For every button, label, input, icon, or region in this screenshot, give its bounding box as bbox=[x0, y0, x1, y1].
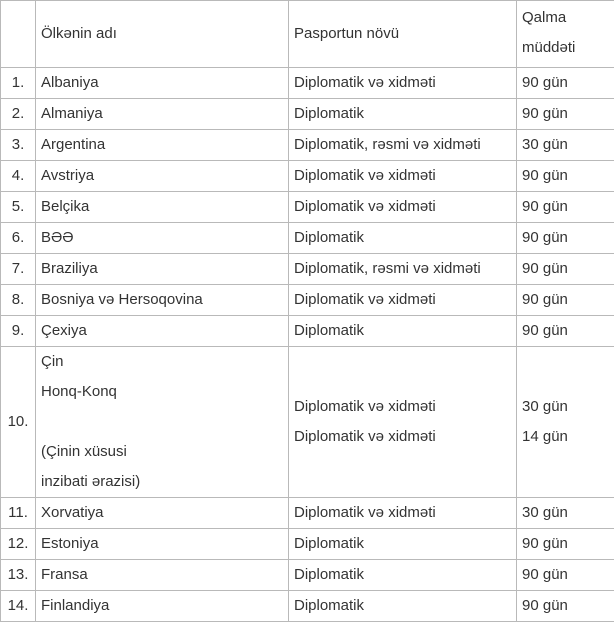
table-row bbox=[1, 223, 614, 254]
stay-cell-multi bbox=[517, 347, 614, 498]
country-cell: Xorvatiya bbox=[36, 498, 289, 529]
row-number: 2. bbox=[1, 99, 36, 130]
passport-line: Diplomatik və xidməti bbox=[294, 422, 511, 452]
country-line: Çin bbox=[41, 347, 283, 377]
country-cell: Finlandiya bbox=[36, 591, 289, 622]
row-number: 14. bbox=[1, 591, 36, 622]
country-cell: Estoniya bbox=[36, 529, 289, 560]
stay-cell: 90 gün bbox=[517, 529, 614, 560]
country-cell: Almaniya bbox=[36, 99, 289, 130]
passport-cell: Diplomatik və xidməti bbox=[289, 192, 517, 223]
header-country: Ölkənin adı bbox=[36, 1, 289, 68]
table-row bbox=[1, 560, 614, 591]
passport-line: Diplomatik və xidməti bbox=[294, 392, 511, 422]
stay-cell: 30 gün bbox=[517, 498, 614, 529]
header-stay-line2: müddəti bbox=[522, 33, 609, 63]
country-cell: Belçika bbox=[36, 192, 289, 223]
row-number: 4. bbox=[1, 161, 36, 192]
stay-cell: 90 gün bbox=[517, 560, 614, 591]
passport-cell: Diplomatik və xidməti bbox=[289, 285, 517, 316]
table-row-multi bbox=[1, 347, 614, 498]
stay-cell: 90 gün bbox=[517, 591, 614, 622]
passport-cell: Diplomatik və xidməti bbox=[289, 161, 517, 192]
row-number: 13. bbox=[1, 560, 36, 591]
passport-cell: Diplomatik bbox=[289, 223, 517, 254]
blank-line bbox=[41, 407, 283, 437]
stay-line: 30 gün bbox=[522, 392, 609, 422]
row-number: 6. bbox=[1, 223, 36, 254]
country-cell: Braziliya bbox=[36, 254, 289, 285]
row-number: 8. bbox=[1, 285, 36, 316]
table-row bbox=[1, 99, 614, 130]
country-cell: BƏƏ bbox=[36, 223, 289, 254]
passport-cell: Diplomatik bbox=[289, 99, 517, 130]
stay-cell: 30 gün bbox=[517, 130, 614, 161]
table-header-row bbox=[1, 1, 614, 68]
header-passport: Pasportun növü bbox=[289, 1, 517, 68]
passport-cell: Diplomatik, rəsmi və xidməti bbox=[289, 254, 517, 285]
passport-cell: Diplomatik və xidməti bbox=[289, 68, 517, 99]
country-line: Honq-Konq bbox=[41, 377, 283, 407]
header-stay bbox=[517, 1, 614, 68]
header-stay-line1: Qalma bbox=[522, 3, 609, 33]
table-row bbox=[1, 192, 614, 223]
table-row bbox=[1, 130, 614, 161]
row-number: 1. bbox=[1, 68, 36, 99]
country-cell: Argentina bbox=[36, 130, 289, 161]
country-cell: Avstriya bbox=[36, 161, 289, 192]
table-row bbox=[1, 316, 614, 347]
row-number: 7. bbox=[1, 254, 36, 285]
passport-cell: Diplomatik və xidməti bbox=[289, 498, 517, 529]
passport-cell: Diplomatik, rəsmi və xidməti bbox=[289, 130, 517, 161]
table-row bbox=[1, 68, 614, 99]
stay-cell: 90 gün bbox=[517, 99, 614, 130]
row-number: 11. bbox=[1, 498, 36, 529]
header-number bbox=[1, 1, 36, 68]
stay-cell: 90 gün bbox=[517, 68, 614, 99]
passport-cell: Diplomatik bbox=[289, 591, 517, 622]
stay-line: 14 gün bbox=[522, 422, 609, 452]
stay-cell: 90 gün bbox=[517, 316, 614, 347]
row-number: 10. bbox=[1, 347, 36, 498]
country-cell: Fransa bbox=[36, 560, 289, 591]
passport-cell: Diplomatik bbox=[289, 529, 517, 560]
country-cell: Albaniya bbox=[36, 68, 289, 99]
stay-cell: 90 gün bbox=[517, 254, 614, 285]
table-row bbox=[1, 498, 614, 529]
passport-cell: Diplomatik bbox=[289, 316, 517, 347]
table-row bbox=[1, 591, 614, 622]
row-number: 3. bbox=[1, 130, 36, 161]
row-number: 9. bbox=[1, 316, 36, 347]
table-row bbox=[1, 254, 614, 285]
row-number: 5. bbox=[1, 192, 36, 223]
country-line: (Çinin xüsusi bbox=[41, 437, 283, 467]
country-cell: Çexiya bbox=[36, 316, 289, 347]
passport-cell-multi bbox=[289, 347, 517, 498]
country-cell: Bosniya və Hersoqovina bbox=[36, 285, 289, 316]
passport-cell: Diplomatik bbox=[289, 560, 517, 591]
stay-cell: 90 gün bbox=[517, 223, 614, 254]
table-row bbox=[1, 529, 614, 560]
country-line: inzibati ərazisi) bbox=[41, 467, 283, 497]
table-row bbox=[1, 285, 614, 316]
stay-cell: 90 gün bbox=[517, 192, 614, 223]
table-row bbox=[1, 161, 614, 192]
stay-cell: 90 gün bbox=[517, 161, 614, 192]
stay-cell: 90 gün bbox=[517, 285, 614, 316]
row-number: 12. bbox=[1, 529, 36, 560]
country-cell-multi bbox=[36, 347, 289, 498]
